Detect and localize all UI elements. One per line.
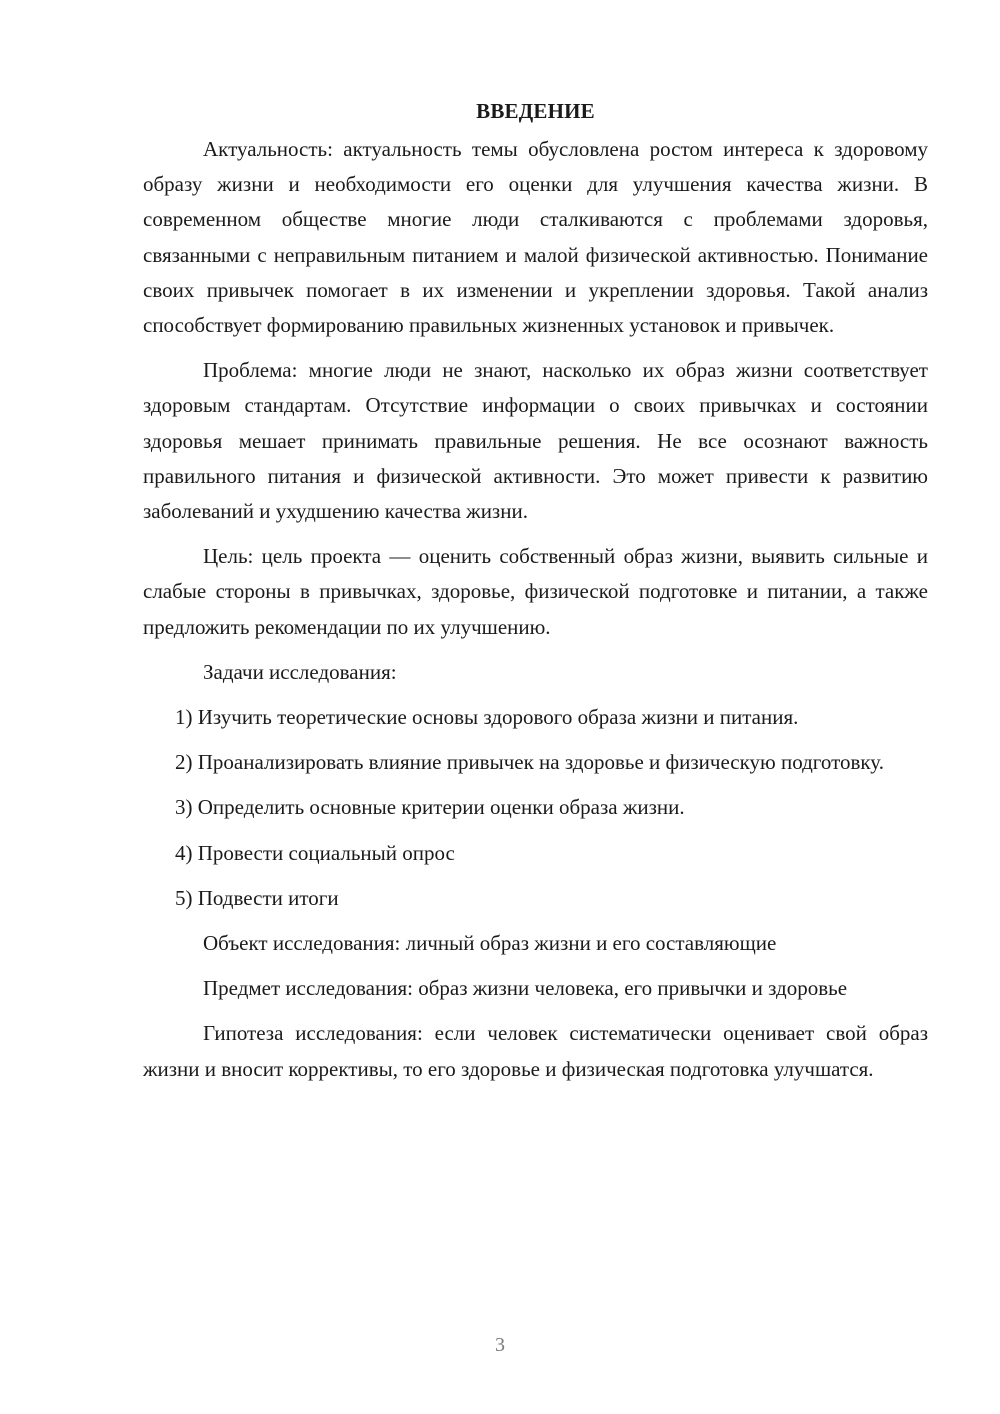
- tasks-title: Задачи исследования:: [203, 659, 397, 684]
- paragraph-problem: Проблема: многие люди не знают, насколько их образ жизни соответствует здоровым стандартам. Отсутствие информации о своих привычках и состоянии здоровья мешает принимать правильные решения. Не все осознают важность правильного питания и физической активности. Это может привести к развитию заболеваний и ухудшению качества жизни.: [143, 358, 928, 524]
- paragraph-subject: Предмет исследования: образ жизни человека, его привычки и здоровье: [203, 976, 848, 1001]
- task-item: 5) Подвести итоги: [175, 885, 339, 910]
- task-item: 2) Проанализировать влияние привычек на здоровье и физическую подготовку.: [175, 750, 884, 775]
- paragraph-relevance: Актуальность: актуальность темы обусловлена ростом интереса к здоровому образу жизни и необходимости его оценки для улучшения качества жизни. В современном обществе многие люди сталкиваются с проблемами здоровья, связанными с неправильным питанием и малой физической активностью. Понимание своих привычек помогает в их изменении и укреплении здоровья. Такой анализ способствует формированию правильных жизненных установок и привычек.: [143, 137, 928, 338]
- page-number: 3: [495, 1334, 505, 1356]
- section-heading: ВВЕДЕНИЕ: [476, 99, 595, 123]
- document-page: [143, 96, 928, 1097]
- task-item: 4) Провести социальный опрос: [175, 840, 455, 865]
- paragraph-hypothesis: Гипотеза исследования: если человек систематически оценивает свой образ жизни и вносит коррективы, то его здоровье и физическая подготовка улучшатся.: [143, 1021, 928, 1081]
- task-item: 1) Изучить теоретические основы здорового образа жизни и питания.: [175, 705, 799, 730]
- task-item: 3) Определить основные критерии оценки образа жизни.: [175, 795, 685, 820]
- paragraph-object: Объект исследования: личный образ жизни и его составляющие: [203, 931, 777, 956]
- paragraph-goal: Цель: цель проекта — оценить собственный образ жизни, выявить сильные и слабые стороны в привычках, здоровье, физической подготовке и питании, а также предложить рекомендации по их улучшению.: [143, 544, 928, 639]
